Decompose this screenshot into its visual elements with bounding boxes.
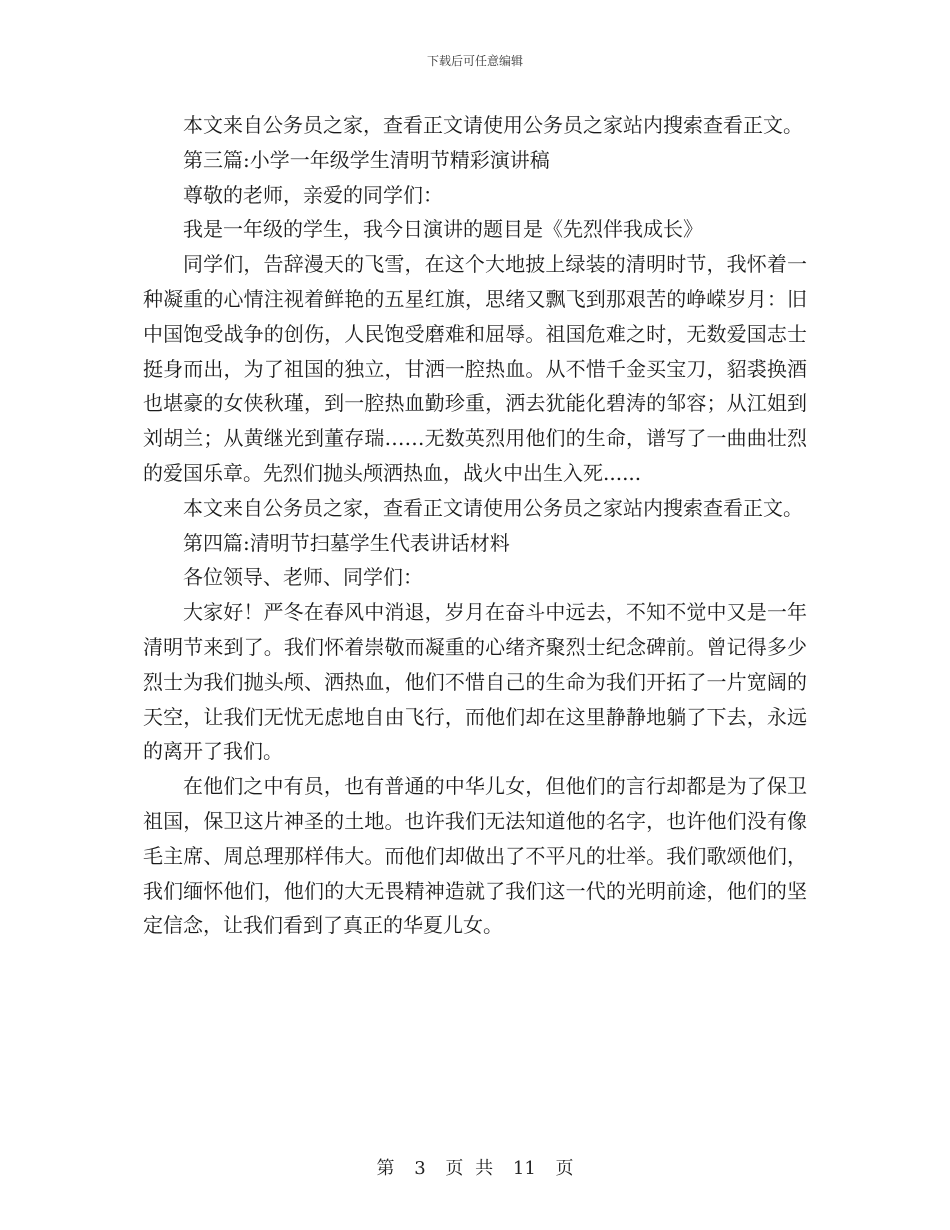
page-footer (0, 1154, 950, 1180)
document-body (143, 108, 807, 943)
footer-page-number: 3 (414, 1158, 426, 1179)
speech-topic-line: 我是一年级的学生，我今日演讲的题目是《先烈伴我成长》 (183, 217, 703, 242)
footer-middle: 页 共 (445, 1158, 494, 1179)
section-title-4: 第四篇:清明节扫墓学生代表讲话材料 (183, 530, 510, 555)
paragraph-body-4b: 在他们之中有员，也有普通的中华儿女，但他们的言行却都是为了保卫祖国，保卫这片神圣的土地。也许我们无法知道他的名字，也许他们没有像毛主席、周总理那样伟大。而他们却做出了不平凡的壮举。我们歌颂他们，我们缅怀他们，他们的大无畏精神造就了我们这一代的光明前途，他们的坚定信念，让我们看到了真正的华夏儿女。 (143, 774, 807, 938)
footer-suffix: 页 (555, 1158, 574, 1179)
footer-total-pages: 11 (512, 1158, 536, 1179)
paragraph-source-note-1: 本文来自公务员之家，查看正文请使用公务员之家站内搜索查看正文。 (183, 113, 803, 137)
footer-prefix: 第 (376, 1158, 395, 1179)
salutation-3: 尊敬的老师，亲爱的同学们： (183, 182, 443, 207)
salutation-4: 各位领导、老师、同学们： (183, 565, 423, 590)
page-header-note: 下载后可任意编辑 (426, 54, 523, 68)
paragraph-body-3: 同学们，告辞漫天的飞雪，在这个大地披上绿装的清明时节，我怀着一种凝重的心情注视着鲜艳的五星红旗，思绪又飘飞到那艰苦的峥嵘岁月：旧中国饱受战争的创伤，人民饱受磨难和屈辱。祖国危难之时，无数爱国志士挺身而出，为了祖国的独立，甘洒一腔热血。从不惜千金买宝刀，貂裘换酒也堪豪的女侠秋瑾，到一腔热血勤珍重，洒去犹能化碧涛的邹容；从江姐到刘胡兰；从黄继光到董存瑞……无数英烈用他们的生命，谱写了一曲曲壮烈的爱国乐章。先烈们抛头颅洒热血，战火中出生入死...... (143, 252, 807, 485)
section-title-3: 第三篇:小学一年级学生清明节精彩演讲稿 (183, 147, 550, 172)
paragraph-source-note-2: 本文来自公务员之家，查看正文请使用公务员之家站内搜索查看正文。 (183, 495, 803, 520)
paragraph-body-4a: 大家好！严冬在春风中消退，岁月在奋斗中远去，不知不觉中又是一年清明节来到了。我们怀着崇敬而凝重的心绪齐聚烈士纪念碑前。曾记得多少烈士为我们抛头颅、洒热血，他们不惜自己的生命为我们开拓了一片宽阔的天空，让我们无忧无虑地自由飞行，而他们却在这里静静地躺了下去，永远的离开了我们。 (143, 600, 807, 764)
